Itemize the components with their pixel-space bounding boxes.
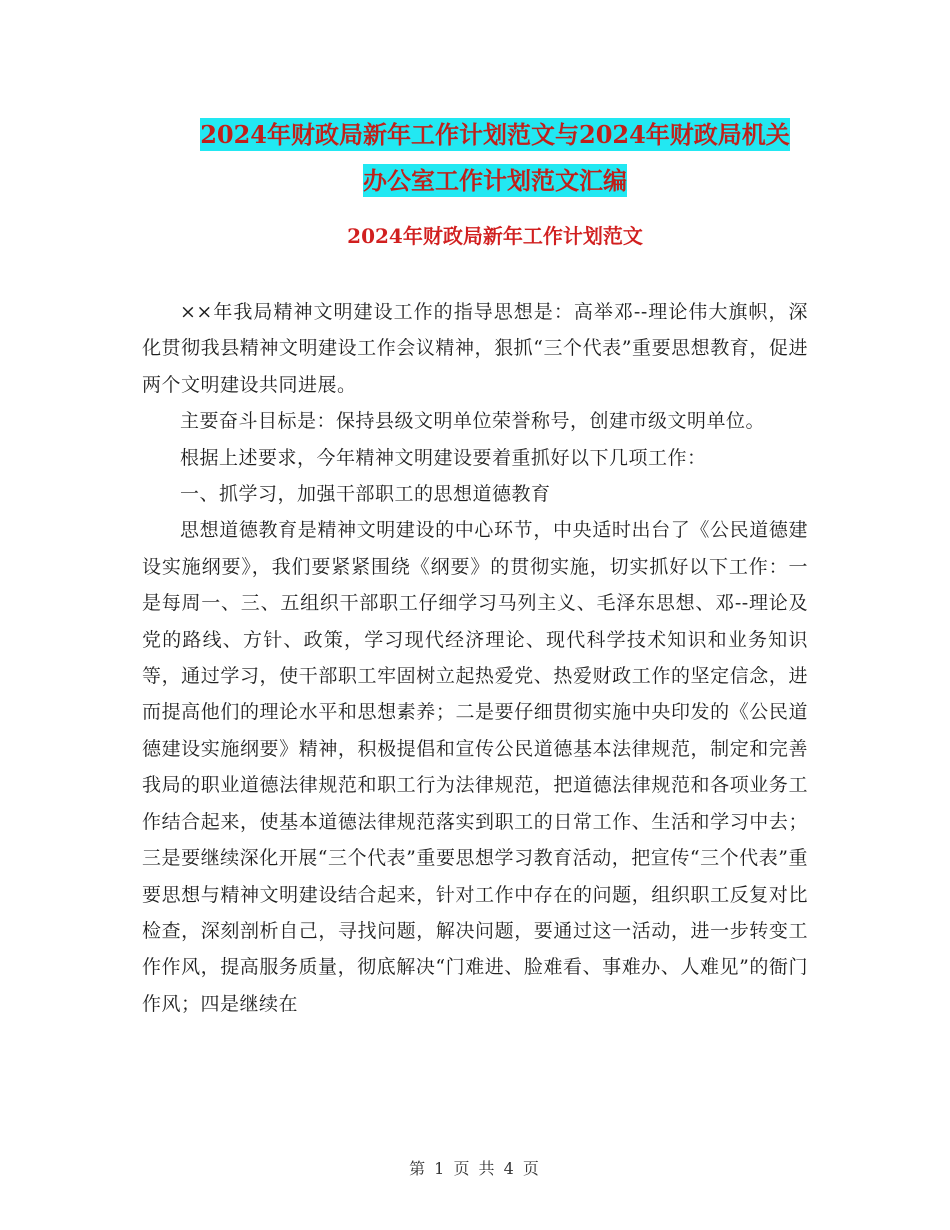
document-title-line-2: 办公室工作计划范文汇编 [363, 166, 627, 195]
section-title: 2024年财政局新年工作计划范文 [347, 224, 643, 248]
document-title [140, 112, 850, 204]
body-text [142, 294, 808, 1022]
page-footer: 第 1 页 共 4 页 [409, 1159, 541, 1178]
paragraph-work-items-intro: 根据上述要求，今年精神文明建设要着重抓好以下几项工作： [180, 446, 707, 469]
paragraph-moral-education: 思想道德教育是精神文明建设的中心环节，中央适时出台了《公民道德建设实施纲要》，我们要紧紧围绕《纲要》的贯彻实施，切实抓好以下工作：一是每周一、三、五组织干部职工仔细学习马列主义、毛泽东思想、邓--理论及党的路线、方针、政策，学习现代经济理论、现代科学技术知识和业务知识等，通过学习，使干部职工牢固树立起热爱党、热爱财政工作的坚定信念，进而提高他们的理论水平和思想素养；二是要仔细贯彻实施中央印发的《公民道德建设实施纲要》精神，积极提倡和宣传公民道德基本法律规范，制定和完善我局的职业道德法律规范和职工行为法律规范，把道德法律规范和各项业务工作结合起来，使基本道德法律规范落实到职工的日常工作、生活和学习中去；三是要继续深化开展“三个代表”重要思想学习教育活动，把宣传“三个代表”重要思想与精神文明建设结合起来，针对工作中存在的问题，组织职工反复对比检查，深刻剖析自己，寻找问题，解决问题，要通过这一活动，进一步转变工作作风，提高服务质量，彻底解决“门难进、脸难看、事难办、人难见”的衙门作风；四是继续在 [142, 519, 808, 1015]
paragraph-heading-one: 一、抓学习，加强干部职工的思想道德教育 [180, 483, 551, 506]
paragraph-main-goal: 主要奋斗目标是：保持县级文明单位荣誉称号，创建市级文明单位。 [180, 410, 766, 433]
paragraph-guiding-thought: ××年我局精神文明建设工作的指导思想是：高举邓--理论伟大旗帜，深化贯彻我县精神文明建设工作会议精神，狠抓“三个代表”重要思想教育，促进两个文明建设共同进展。 [142, 301, 808, 396]
document-title-line-1: 2024年财政局新年工作计划范文与2024年财政局机关 [200, 120, 790, 149]
